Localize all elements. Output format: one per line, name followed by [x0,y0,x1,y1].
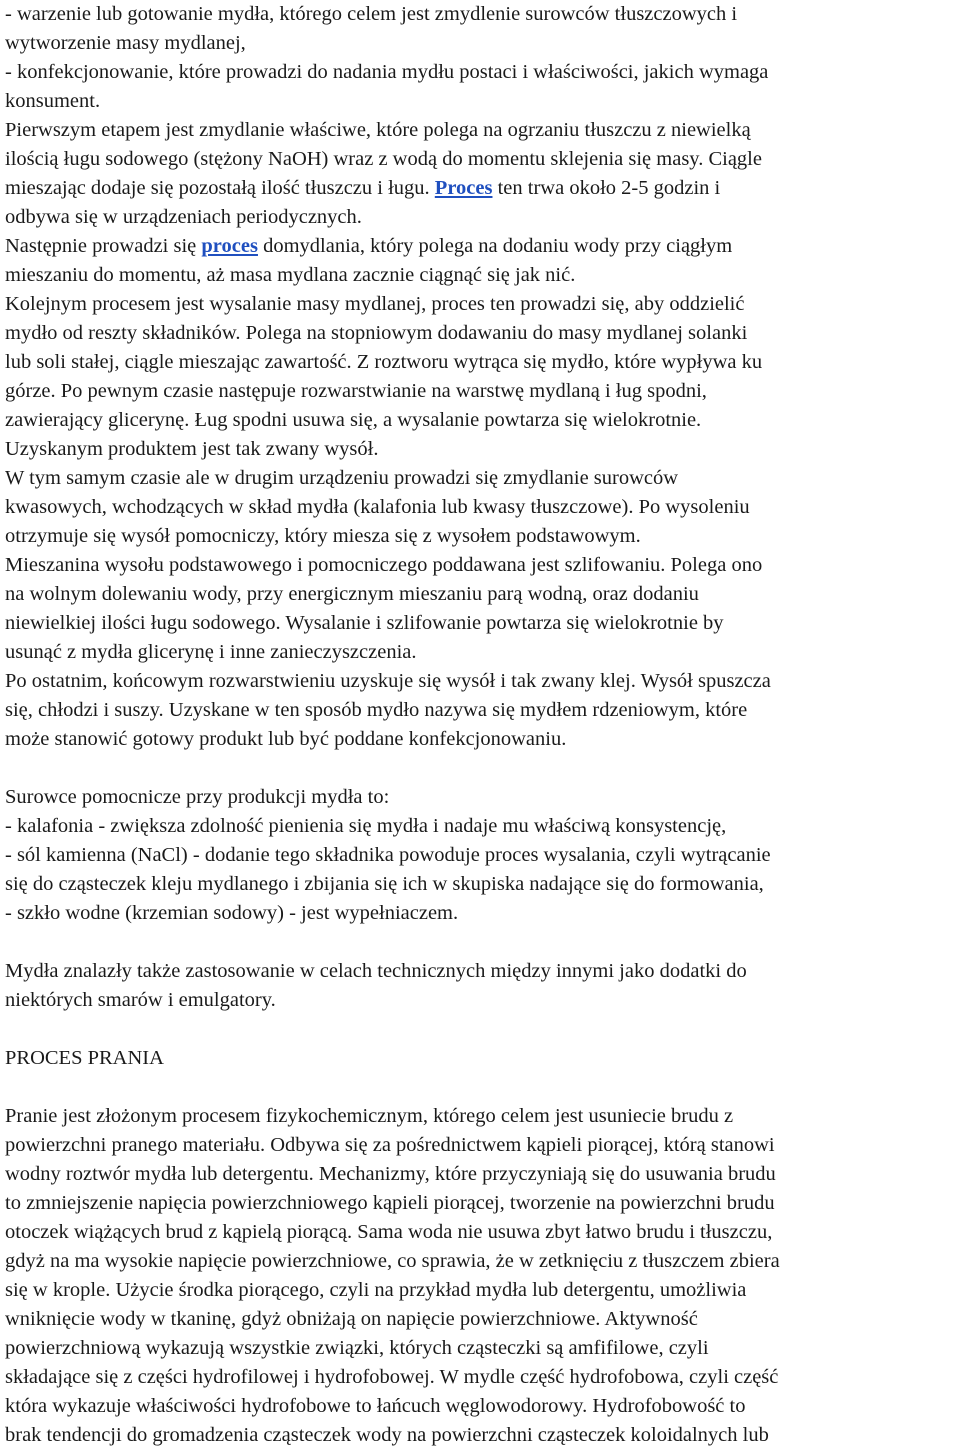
text-segment: Następnie prowadzi się [5,235,202,257]
text-line [5,1392,958,1421]
text-segment: się do cząsteczek kleju mydlanego i zbijania się ich w skupiska nadające się do formowania, [5,873,764,895]
text-line [5,638,958,667]
text-segment: Pranie jest złożonym procesem fizykochemicznym, którego celem jest usuniecie brudu z [5,1105,734,1127]
blank-line [5,928,958,957]
text-line [5,116,958,145]
text-segment: się w krople. Użycie środka piorącego, czyli na przykład mydła lub detergentu, umożliwia [5,1279,747,1301]
text-segment: Po ostatnim, końcowym rozwarstwieniu uzyskuje się wysół i tak zwany klej. Wysół spuszcza [5,670,771,692]
text-segment: Uzyskanym produktem jest tak zwany wysół. [5,438,379,460]
proces-link[interactable]: Proces [434,177,493,199]
text-line [5,87,958,116]
text-segment: niewielkiej ilości ługu sodowego. Wysalanie i szlifowanie powtarza się wielokrotnie by [5,612,724,634]
text-line [5,29,958,58]
text-line [5,435,958,464]
blank-line [5,1073,958,1102]
text-segment: - sól kamienna (NaCl) - dodanie tego składnika powoduje proces wysalania, czyli wytrącanie [5,844,771,866]
text-line [5,319,958,348]
text-line [5,232,958,261]
text-segment: konsument. [5,90,101,112]
text-line [5,493,958,522]
text-line [5,609,958,638]
text-segment: Mieszanina wysołu podstawowego i pomocniczego poddawana jest szlifowaniu. Polega ono [5,554,763,576]
text-segment: PROCES PRANIA [5,1047,164,1069]
blank-line [5,1015,958,1044]
text-segment: na wolnym dolewaniu wody, przy energicznym mieszaniu parą wodną, oraz dodaniu [5,583,699,605]
text-segment: powierzchni pranego materiału. Odbywa się za pośrednictwem kąpieli piorącej, którą stanowi [5,1134,775,1156]
text-segment: wodny roztwór mydła lub detergentu. Mechanizmy, które przyczyniają się do usuwania brudu [5,1163,776,1185]
text-segment: niektórych smarów i emulgatory. [5,989,276,1011]
text-line [5,261,958,290]
text-segment: - szkło wodne (krzemian sodowy) - jest wypełniaczem. [5,902,459,924]
text-line [5,406,958,435]
text-segment: Mydła znalazły także zastosowanie w celach technicznych między innymi jako dodatki do [5,960,747,982]
text-line [5,1334,958,1363]
text-segment: wytworzenie masy mydlanej, [5,32,246,54]
text-segment: domydlania, który polega na dodaniu wody przy ciągłym [257,235,733,257]
text-line [5,783,958,812]
text-segment: zawierający glicerynę. Ług spodni usuwa się, a wysalanie powtarza się wielokrotnie. [5,409,702,431]
text-line [5,0,958,29]
text-segment: odbywa się w urządzeniach periodycznych. [5,206,362,228]
text-segment: powierzchniową wykazują wszystkie związki, których cząsteczki są amfifilowe, czyli [5,1337,709,1359]
text-segment: to zmniejszenie napięcia powierzchniowego kąpieli piorącej, tworzenie na powierzchni brudu [5,1192,775,1214]
text-line [5,203,958,232]
text-segment: W tym samym czasie ale w drugim urządzeniu prowadzi się zmydlanie surowców [5,467,679,489]
text-segment: mieszając dodaje się pozostałą ilość tłuszczu i ługu. [5,177,435,199]
text-line [5,870,958,899]
text-segment: kwasowych, wchodzących w skład mydła (kalafonia lub kwasy tłuszczowe). Po wysoleniu [5,496,750,518]
text-segment: lub soli stałej, ciągle mieszając zawartość. Z roztworu wytrąca się mydło, które wypływa ku [5,351,763,373]
text-line [5,377,958,406]
text-line [5,174,958,203]
text-segment: mydło od reszty składników. Polega na stopniowym dodawaniu do masy mydlanej solanki [5,322,748,344]
text-line [5,667,958,696]
text-line [5,1218,958,1247]
text-line [5,841,958,870]
text-line [5,899,958,928]
text-line [5,1102,958,1131]
text-segment: ilością ługu sodowego (stężony NaOH) wraz z wodą do momentu sklejenia się masy. Ciągle [5,148,762,170]
text-line [5,812,958,841]
text-segment: górze. Po pewnym czasie następuje rozwarstwianie na warstwę mydlaną i ług spodni, [5,380,707,402]
text-line [5,696,958,725]
text-line [5,1421,958,1450]
text-segment: usunąć z mydła glicerynę i inne zanieczyszczenia. [5,641,417,663]
text-segment: składające się z części hydrofilowej i hydrofobowej. W mydle część hydrofobowa, czyli część [5,1366,779,1388]
text-line [5,725,958,754]
text-line [5,957,958,986]
text-segment: Surowce pomocnicze przy produkcji mydła to: [5,786,390,808]
text-line [5,58,958,87]
text-line [5,348,958,377]
text-segment: - kalafonia - zwiększa zdolność pienienia się mydła i nadaje mu właściwą konsystencję, [5,815,727,837]
text-segment: - warzenie lub gotowanie mydła, którego celem jest zmydlenie surowców tłuszczowych i [5,3,738,25]
text-line [5,986,958,1015]
text-segment: gdyż na ma wysokie napięcie powierzchniowe, co sprawia, że w zetknięciu z tłuszczem zbiera [5,1250,780,1272]
text-segment: mieszaniu do momentu, aż masa mydlana zacznie ciągnąć się jak nić. [5,264,576,286]
text-line [5,1247,958,1276]
text-line [5,580,958,609]
text-line [5,1276,958,1305]
text-line [5,522,958,551]
text-segment: Kolejnym procesem jest wysalanie masy mydlanej, proces ten prowadzi się, aby oddzielić [5,293,745,315]
blank-line [5,754,958,783]
text-segment: ten trwa około 2-5 godzin i [492,177,721,199]
text-line [5,1131,958,1160]
text-line [5,1160,958,1189]
text-segment: Pierwszym etapem jest zmydlanie właściwe, które polega na ogrzaniu tłuszczu z niewielką [5,119,751,141]
text-line [5,145,958,174]
text-segment: otrzymuje się wysół pomocniczy, który miesza się z wysołem podstawowym. [5,525,641,547]
text-segment: brak tendencji do gromadzenia cząsteczek wody na powierzchni cząsteczek koloidalnych lub [5,1424,769,1446]
text-segment: wniknięcie wody w tkaninę, gdyż obniżają on napięcie powierzchniowe. Aktywność [5,1308,698,1330]
text-segment: może stanowić gotowy produkt lub być poddane konfekcjonowaniu. [5,728,567,750]
text-segment: - konfekcjonowanie, które prowadzi do nadania mydłu postaci i właściwości, jakich wymaga [5,61,769,83]
text-line [5,1189,958,1218]
text-line [5,464,958,493]
text-line [5,290,958,319]
text-line [5,1305,958,1334]
proces-link[interactable]: proces [201,235,258,257]
text-line [5,1363,958,1392]
text-segment: otoczek wiążących brud z kąpielą piorącą. Sama woda nie usuwa zbyt łatwo brudu i tłuszczu, [5,1221,773,1243]
text-line [5,551,958,580]
text-line [5,1044,958,1073]
text-segment: się, chłodzi i suszy. Uzyskane w ten sposób mydło nazywa się mydłem rdzeniowym, które [5,699,748,721]
text-segment: która wykazuje właściwości hydrofobowe to łańcuch węglowodorowy. Hydrofobowość to [5,1395,746,1417]
